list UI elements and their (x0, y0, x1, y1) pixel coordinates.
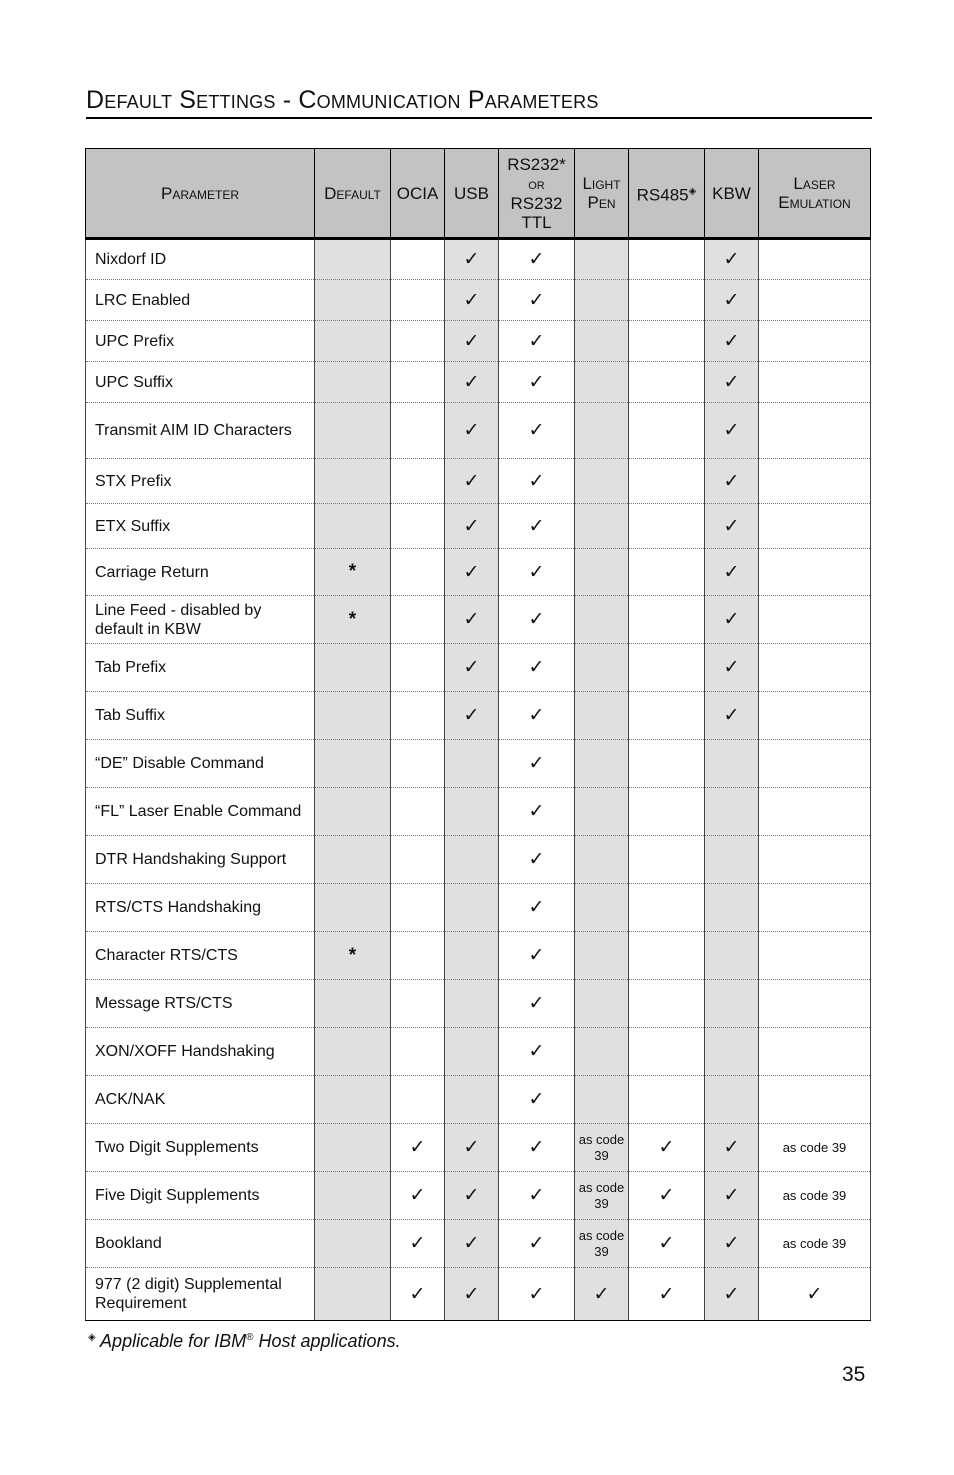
cell-ocia-check-icon: ✓ (391, 1172, 445, 1220)
cell-kbw-check-icon: ✓ (705, 239, 759, 280)
cell-rs485 (629, 884, 705, 932)
parameter-name: Tab Prefix (86, 644, 315, 692)
cell-default (315, 1172, 391, 1220)
parameter-name: Transmit AIM ID Characters (86, 403, 315, 459)
cell-default (315, 1028, 391, 1076)
cell-laser-emulation: as code 39 (759, 1172, 871, 1220)
table-row (86, 596, 871, 644)
table-row (86, 403, 871, 459)
cell-default (315, 884, 391, 932)
header-default: Default (315, 149, 391, 239)
cell-usb-check-icon: ✓ (445, 280, 499, 321)
cell-ocia-check-icon: ✓ (391, 1220, 445, 1268)
cell-rs232-check-icon: ✓ (499, 692, 575, 740)
cell-kbw (705, 836, 759, 884)
parameter-name: 977 (2 digit) Supplemental Requirement (86, 1268, 315, 1321)
cell-kbw (705, 884, 759, 932)
cell-rs485 (629, 932, 705, 980)
cell-light-pen: as code 39 (575, 1172, 629, 1220)
cell-kbw-check-icon: ✓ (705, 1172, 759, 1220)
cell-rs485 (629, 280, 705, 321)
cell-ocia (391, 362, 445, 403)
cell-laser-emulation (759, 980, 871, 1028)
cell-light-pen (575, 549, 629, 596)
cell-laser-emulation (759, 740, 871, 788)
table-row (86, 1028, 871, 1076)
table-row (86, 1172, 871, 1220)
cell-default (315, 321, 391, 362)
table-row (86, 459, 871, 504)
parameter-name: DTR Handshaking Support (86, 836, 315, 884)
cell-ocia (391, 932, 445, 980)
cell-light-pen (575, 280, 629, 321)
parameter-name: Bookland (86, 1220, 315, 1268)
cell-rs232-check-icon: ✓ (499, 1220, 575, 1268)
table-row (86, 239, 871, 280)
cell-rs485 (629, 239, 705, 280)
cell-rs232-check-icon: ✓ (499, 1172, 575, 1220)
cell-rs485 (629, 836, 705, 884)
cell-kbw-check-icon: ✓ (705, 403, 759, 459)
cell-default (315, 403, 391, 459)
cell-usb (445, 884, 499, 932)
cell-usb-check-icon: ✓ (445, 459, 499, 504)
table-row (86, 644, 871, 692)
cell-rs232-check-icon: ✓ (499, 1268, 575, 1321)
parameter-name: XON/XOFF Handshaking (86, 1028, 315, 1076)
table-row (86, 321, 871, 362)
cell-kbw (705, 980, 759, 1028)
cell-rs485 (629, 644, 705, 692)
parameter-name: Carriage Return (86, 549, 315, 596)
cell-rs232-check-icon: ✓ (499, 980, 575, 1028)
cell-light-pen (575, 644, 629, 692)
parameter-name: “FL” Laser Enable Command (86, 788, 315, 836)
cell-default (315, 459, 391, 504)
cell-rs485 (629, 549, 705, 596)
parameter-name: STX Prefix (86, 459, 315, 504)
cell-ocia (391, 549, 445, 596)
cell-ocia (391, 239, 445, 280)
table-row (86, 1268, 871, 1321)
header-kbw: KBW (705, 149, 759, 239)
cell-rs232-check-icon: ✓ (499, 504, 575, 549)
cell-kbw-check-icon: ✓ (705, 644, 759, 692)
cell-rs485 (629, 504, 705, 549)
cell-usb (445, 980, 499, 1028)
cell-rs485 (629, 1028, 705, 1076)
cell-ocia (391, 884, 445, 932)
table-row (86, 884, 871, 932)
cell-usb-check-icon: ✓ (445, 403, 499, 459)
cell-default: * (315, 549, 391, 596)
header-row (86, 149, 871, 239)
cell-rs232-check-icon: ✓ (499, 362, 575, 403)
parameter-name: UPC Prefix (86, 321, 315, 362)
cell-rs485 (629, 740, 705, 788)
header-ocia: OCIA (391, 149, 445, 239)
cell-kbw-check-icon: ✓ (705, 280, 759, 321)
cell-ocia (391, 644, 445, 692)
cell-light-pen (575, 980, 629, 1028)
page-number: 35 (842, 1363, 866, 1386)
cell-rs232-check-icon: ✓ (499, 1124, 575, 1172)
cell-laser-emulation (759, 362, 871, 403)
cell-rs485 (629, 692, 705, 740)
cell-laser-emulation (759, 836, 871, 884)
cell-light-pen (575, 239, 629, 280)
cell-usb (445, 740, 499, 788)
cell-light-pen: as code 39 (575, 1124, 629, 1172)
cell-rs232-check-icon: ✓ (499, 549, 575, 596)
header-rs232: RS232* or RS232 TTL (499, 149, 575, 239)
cell-laser-emulation (759, 549, 871, 596)
cell-rs232-check-icon: ✓ (499, 932, 575, 980)
cell-usb-check-icon: ✓ (445, 321, 499, 362)
cell-ocia (391, 980, 445, 1028)
parameter-name: Two Digit Supplements (86, 1124, 315, 1172)
cell-kbw-check-icon: ✓ (705, 504, 759, 549)
cell-light-pen (575, 740, 629, 788)
cell-laser-emulation (759, 788, 871, 836)
cell-laser-emulation (759, 884, 871, 932)
cell-laser-emulation (759, 596, 871, 644)
page-title: Default Settings - Communication Parameters (86, 86, 872, 119)
cell-default: * (315, 596, 391, 644)
table-row (86, 1076, 871, 1124)
cell-laser-emulation (759, 692, 871, 740)
cell-laser-emulation (759, 644, 871, 692)
cell-laser-emulation (759, 459, 871, 504)
cell-rs232-check-icon: ✓ (499, 596, 575, 644)
cell-usb-check-icon: ✓ (445, 1220, 499, 1268)
cell-default (315, 740, 391, 788)
cell-rs232-check-icon: ✓ (499, 1028, 575, 1076)
table-row (86, 1220, 871, 1268)
cell-ocia (391, 321, 445, 362)
cell-ocia (391, 692, 445, 740)
cell-kbw-check-icon: ✓ (705, 1124, 759, 1172)
parameter-name: Nixdorf ID (86, 239, 315, 280)
cell-rs485-check-icon: ✓ (629, 1268, 705, 1321)
table-row (86, 280, 871, 321)
cell-ocia (391, 280, 445, 321)
cell-laser-emulation (759, 1076, 871, 1124)
cell-light-pen (575, 321, 629, 362)
parameter-name: UPC Suffix (86, 362, 315, 403)
cell-rs485-check-icon: ✓ (629, 1172, 705, 1220)
cell-light-pen (575, 596, 629, 644)
ibm-mark-icon: ◈ (688, 185, 697, 197)
header-parameter: Parameter (86, 149, 315, 239)
cell-laser-emulation (759, 932, 871, 980)
cell-light-pen (575, 362, 629, 403)
cell-rs232-check-icon: ✓ (499, 644, 575, 692)
cell-default (315, 980, 391, 1028)
table-row (86, 980, 871, 1028)
cell-rs232-check-icon: ✓ (499, 836, 575, 884)
cell-usb-check-icon: ✓ (445, 1124, 499, 1172)
header-usb: USB (445, 149, 499, 239)
cell-light-pen (575, 403, 629, 459)
cell-kbw-check-icon: ✓ (705, 549, 759, 596)
cell-default (315, 692, 391, 740)
cell-kbw (705, 932, 759, 980)
parameter-name: “DE” Disable Command (86, 740, 315, 788)
cell-ocia (391, 1028, 445, 1076)
cell-kbw-check-icon: ✓ (705, 1268, 759, 1321)
cell-usb-check-icon: ✓ (445, 549, 499, 596)
cell-rs485 (629, 403, 705, 459)
cell-light-pen (575, 504, 629, 549)
cell-ocia-check-icon: ✓ (391, 1268, 445, 1321)
parameter-name: ETX Suffix (86, 504, 315, 549)
cell-rs232-check-icon: ✓ (499, 740, 575, 788)
cell-default (315, 1124, 391, 1172)
cell-rs485-check-icon: ✓ (629, 1220, 705, 1268)
parameter-name: RTS/CTS Handshaking (86, 884, 315, 932)
cell-usb-check-icon: ✓ (445, 692, 499, 740)
cell-usb (445, 932, 499, 980)
cell-light-pen (575, 788, 629, 836)
cell-kbw (705, 1028, 759, 1076)
cell-usb-check-icon: ✓ (445, 1268, 499, 1321)
cell-rs485 (629, 980, 705, 1028)
table-row (86, 836, 871, 884)
cell-rs232-check-icon: ✓ (499, 403, 575, 459)
cell-default (315, 644, 391, 692)
parameter-name: ACK/NAK (86, 1076, 315, 1124)
cell-light-pen (575, 884, 629, 932)
cell-laser-emulation (759, 1028, 871, 1076)
cell-rs485 (629, 321, 705, 362)
communication-parameters-table (85, 148, 871, 1321)
cell-rs485 (629, 788, 705, 836)
cell-light-pen: as code 39 (575, 1220, 629, 1268)
cell-kbw-check-icon: ✓ (705, 692, 759, 740)
cell-rs485 (629, 1076, 705, 1124)
cell-laser-emulation (759, 403, 871, 459)
cell-rs485 (629, 459, 705, 504)
cell-ocia (391, 403, 445, 459)
parameter-name: Message RTS/CTS (86, 980, 315, 1028)
cell-usb-check-icon: ✓ (445, 644, 499, 692)
cell-light-pen-check-icon: ✓ (575, 1268, 629, 1321)
cell-rs232-check-icon: ✓ (499, 1076, 575, 1124)
header-laser-emulation: Laser Emulation (759, 149, 871, 239)
cell-laser-emulation-check-icon: ✓ (759, 1268, 871, 1321)
cell-rs232-check-icon: ✓ (499, 459, 575, 504)
cell-ocia (391, 596, 445, 644)
cell-rs485 (629, 362, 705, 403)
cell-rs485 (629, 596, 705, 644)
parameter-name: Five Digit Supplements (86, 1172, 315, 1220)
cell-default (315, 280, 391, 321)
cell-default (315, 504, 391, 549)
cell-usb (445, 1076, 499, 1124)
cell-kbw-check-icon: ✓ (705, 596, 759, 644)
cell-default (315, 1076, 391, 1124)
cell-ocia (391, 788, 445, 836)
parameter-name: Tab Suffix (86, 692, 315, 740)
cell-rs232-check-icon: ✓ (499, 280, 575, 321)
cell-light-pen (575, 459, 629, 504)
header-rs485: RS485◈ (629, 149, 705, 239)
cell-usb-check-icon: ✓ (445, 1172, 499, 1220)
table-row (86, 549, 871, 596)
cell-kbw-check-icon: ✓ (705, 459, 759, 504)
cell-default (315, 836, 391, 884)
cell-usb-check-icon: ✓ (445, 362, 499, 403)
cell-light-pen (575, 1028, 629, 1076)
cell-light-pen (575, 932, 629, 980)
cell-usb (445, 788, 499, 836)
cell-laser-emulation: as code 39 (759, 1124, 871, 1172)
footnote: ◈ Applicable for IBM® Host applications. (88, 1331, 401, 1351)
cell-ocia (391, 1076, 445, 1124)
cell-default: * (315, 932, 391, 980)
cell-laser-emulation (759, 280, 871, 321)
cell-default (315, 239, 391, 280)
cell-kbw-check-icon: ✓ (705, 1220, 759, 1268)
table-row (86, 504, 871, 549)
cell-ocia-check-icon: ✓ (391, 1124, 445, 1172)
cell-usb-check-icon: ✓ (445, 504, 499, 549)
cell-laser-emulation (759, 321, 871, 362)
table-row (86, 932, 871, 980)
parameter-name: LRC Enabled (86, 280, 315, 321)
parameter-name: Line Feed - disabled by default in KBW (86, 596, 315, 644)
header-light-pen: Light Pen (575, 149, 629, 239)
cell-usb (445, 836, 499, 884)
table-row (86, 740, 871, 788)
cell-kbw (705, 788, 759, 836)
cell-laser-emulation (759, 504, 871, 549)
cell-default (315, 788, 391, 836)
cell-kbw-check-icon: ✓ (705, 321, 759, 362)
cell-light-pen (575, 836, 629, 884)
cell-usb (445, 1028, 499, 1076)
cell-light-pen (575, 692, 629, 740)
cell-ocia (391, 459, 445, 504)
cell-rs485-check-icon: ✓ (629, 1124, 705, 1172)
cell-default (315, 1268, 391, 1321)
table-row (86, 1124, 871, 1172)
cell-default (315, 362, 391, 403)
cell-light-pen (575, 1076, 629, 1124)
cell-rs232-check-icon: ✓ (499, 884, 575, 932)
table-row (86, 362, 871, 403)
cell-default (315, 1220, 391, 1268)
cell-usb-check-icon: ✓ (445, 596, 499, 644)
cell-usb-check-icon: ✓ (445, 239, 499, 280)
cell-laser-emulation: as code 39 (759, 1220, 871, 1268)
cell-rs232-check-icon: ✓ (499, 321, 575, 362)
cell-ocia (391, 740, 445, 788)
table-row (86, 788, 871, 836)
cell-kbw (705, 1076, 759, 1124)
parameter-name: Character RTS/CTS (86, 932, 315, 980)
cell-kbw-check-icon: ✓ (705, 362, 759, 403)
cell-kbw (705, 740, 759, 788)
cell-ocia (391, 836, 445, 884)
cell-rs232-check-icon: ✓ (499, 788, 575, 836)
table-row (86, 692, 871, 740)
ibm-mark-icon: ◈ (88, 1332, 96, 1343)
cell-ocia (391, 504, 445, 549)
cell-rs232-check-icon: ✓ (499, 239, 575, 280)
cell-laser-emulation (759, 239, 871, 280)
